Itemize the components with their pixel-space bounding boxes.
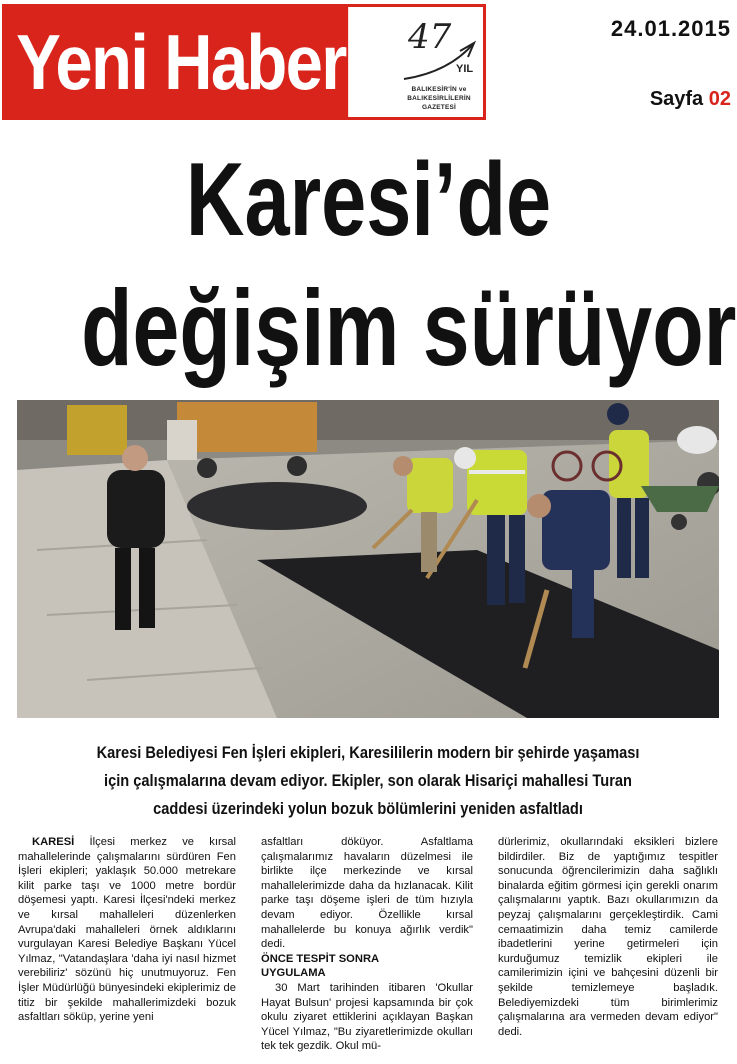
headline-line-2: değişim sürüyor (81, 267, 737, 388)
article-lead-word: KARESİ (32, 836, 75, 848)
article-column-2 (261, 835, 473, 1054)
article-column-3 (498, 835, 718, 1039)
page-label-number: 02 (708, 88, 731, 110)
street-repair-photo (17, 400, 719, 718)
page-label-text: Sayfa (649, 88, 704, 110)
masthead-title: Yeni Haber (5, 7, 348, 117)
article-crosshead-2: UYGULAMA (261, 967, 326, 980)
article-subhead (14, 739, 722, 823)
subhead-line-3: caddesi üzerindeki yolun bozuk bölümlerini yeniden asfaltladı (153, 799, 583, 818)
news-photo (17, 400, 719, 718)
article-crosshead-1: ÖNCE TESPİT SONRA (261, 952, 380, 965)
anniversary-unit: YIL (456, 63, 474, 75)
subhead-line-1: Karesi Belediyesi Fen İşleri ekipleri, Karesililerin modern bir şehirde yaşaması (96, 743, 640, 762)
headline-line-1: Karesi’de (185, 142, 552, 258)
anniversary-number: 47 (408, 17, 452, 57)
article-col2-text: asfaltları döküyor. Asfaltlama çalışmalarımız havaların düzelmesi ile birlikte ilçe merkezinde ve kırsal mahallelerimizde daha da hızlanacak. Kilit parke taşı döşeme işleri de tüm hızıyla devam ediyor. Özellikle kırsal mahallelerde bu konuya ağırlık verdik" dedi. (261, 836, 473, 951)
anniversary-badge (394, 7, 483, 117)
article-col1-text: İlçesi merkez ve kırsal mahallelerinde çalışmalarını sürdüren Fen İşleri ekipleri; yaklaşık 50.000 metrekare kilit parke taşı ve 1000 metre bordür döşemesi yaptı. Karesi İlçesi'ndeki merkez ve kırsal mahalleleri düzenlerken Avrupa'daki mahalleleri örnek aldıklarını vurgulayan Karesi Belediye Başkanı Yücel Yılmaz, "Vatandaşlara 'daha iyi nasıl hizmet verebiliriz' sözünü hiç unutmuyoruz. Fen İşler Müdürlüğü bünyesindeki ekiplerimiz de titiz bir şekilde mahallerimizdeki bozuk asfaltları söküp, yerine yeni (18, 836, 236, 1024)
masthead-tagline: BALIKESİR'İN ve BALIKESİRLİLERİN GAZETESİ (407, 86, 471, 111)
article-col3-text: dürlerimiz, okullarındaki eksikleri bizlere bildirdiler. Biz de yaptığımız tespitler sonucunda öğrencilerimizin daha sağlıklı binalarda eğitim görmesi için gerekli onarım çalışmalarını yaptık. Bazı okullarımızın da peyzaj çalışmalarını gerçekleştirdik. Cami cemaatimizin daha temiz camilerde ibadetlerini yerine getirmeleri için kurduğumuz temizlik ekipleri ile camilerimizin içini ve bahçesini düzenli bir şekilde temizlemeye başladık. Belediyemizdeki tüm birimlerimiz çalışmalarına ara vermeden devam ediyor" dedi. (498, 836, 718, 1038)
subhead-line-2: için çalışmalarına devam ediyor. Ekipler, son olarak Hisariçi mahallesi Turan (104, 771, 632, 790)
article-column-1 (18, 835, 236, 1025)
article-col2-text-b: 30 Mart tarihinden itibaren 'Okullar Hayat Bulsun' projesi kapsamında bir çok okulu ziyaret ettiklerini açıklayan Başkan Yücel Yılmaz, "Bu ziyaretlerimizde okulları tek tek gezdik. Okul mü- (261, 981, 473, 1053)
page-number (650, 88, 731, 111)
masthead (2, 4, 486, 120)
issue-date: 24.01.2015 (610, 16, 731, 41)
